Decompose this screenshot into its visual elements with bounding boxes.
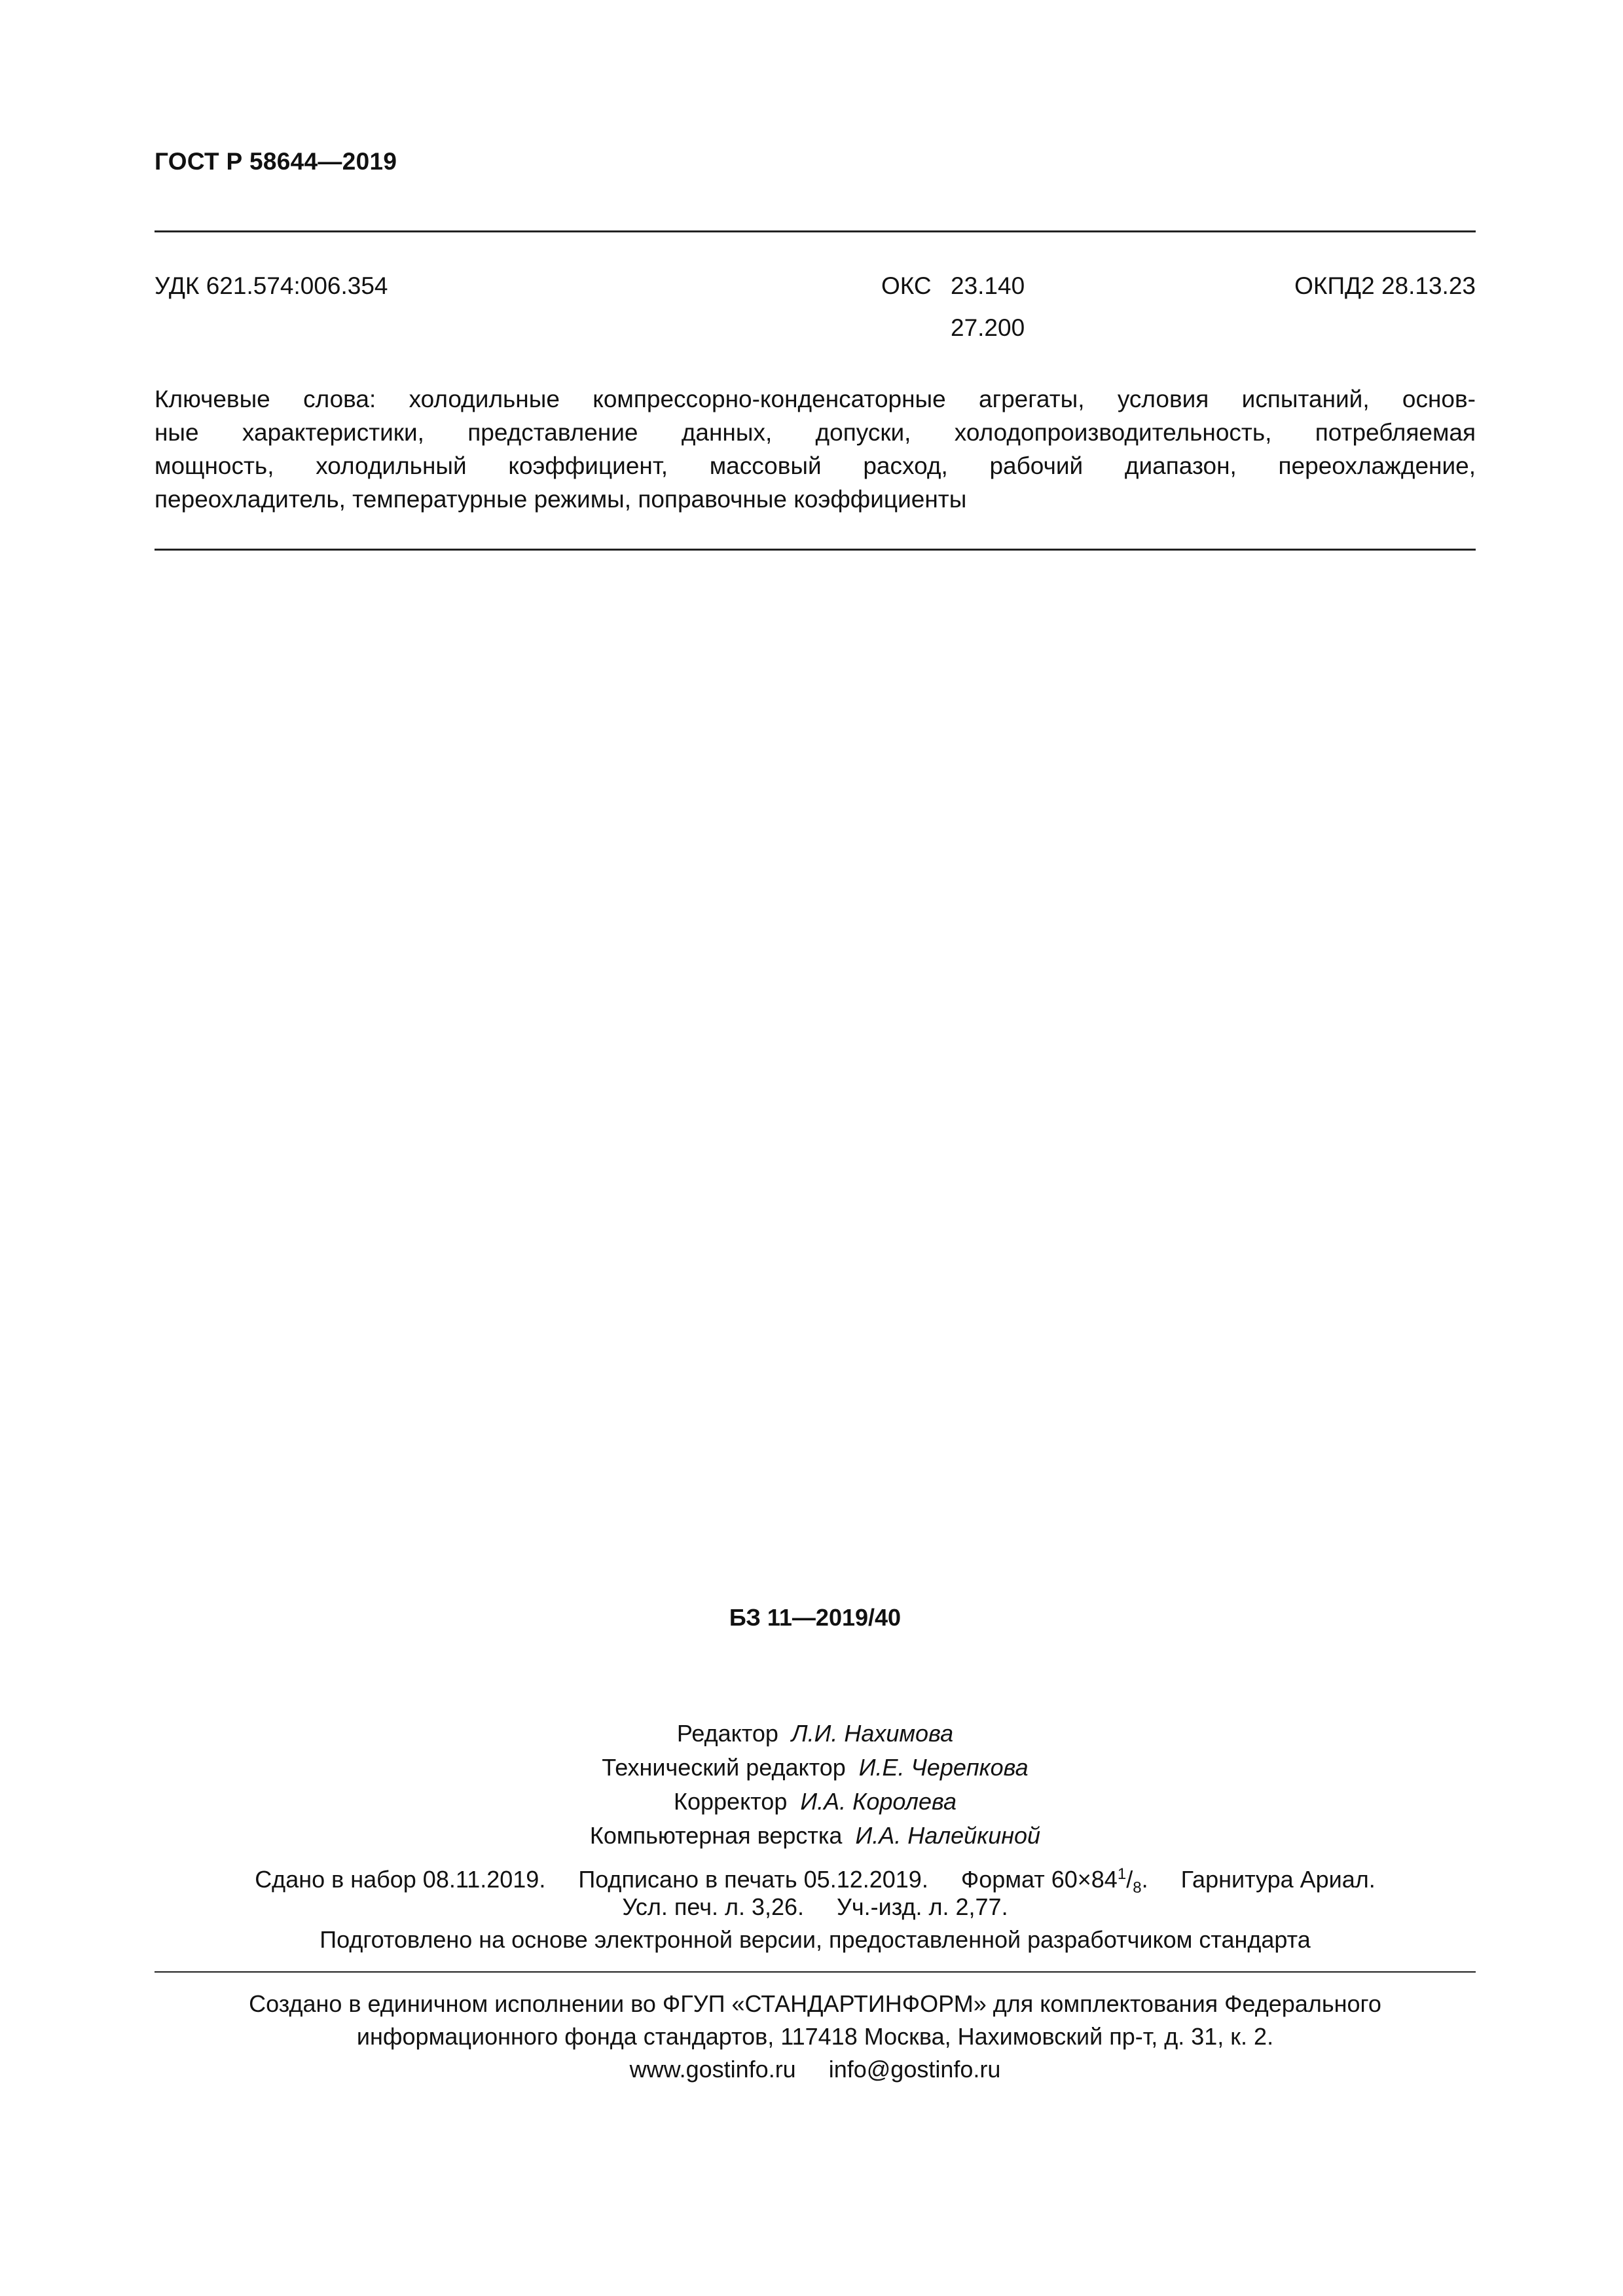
keywords-divider	[155, 549, 1476, 551]
submitted-date: Сдано в набор 08.11.2019.	[255, 1866, 546, 1893]
website-link[interactable]: www.gostinfo.ru	[629, 2056, 796, 2083]
credit-role: Корректор	[674, 1788, 788, 1815]
keywords-line: мощность, холодильный коэффициент, массовый расход, рабочий диапазон, переохлаждение,	[155, 452, 1476, 479]
credit-name: И.А. Королева	[800, 1788, 957, 1815]
print-sheets: Усл. печ. л. 3,26.	[622, 1893, 805, 1920]
credit-layout	[155, 1819, 1476, 1853]
udk-code: УДК 621.574:006.354	[155, 272, 388, 299]
credit-name: Л.И. Нахимова	[791, 1720, 954, 1747]
bz-number: БЗ 11—2019/40	[729, 1604, 902, 1631]
keywords-paragraph	[155, 382, 1476, 516]
standard-code: ГОСТ Р 58644—2019	[155, 148, 397, 175]
top-divider	[155, 230, 1476, 232]
publisher-sheets: Уч.-изд. л. 2,77.	[837, 1893, 1008, 1920]
oks-value-1: 23.140	[951, 272, 1025, 299]
credit-role: Редактор	[676, 1720, 778, 1747]
credit-corrector	[155, 1785, 1476, 1819]
credits-block	[155, 1717, 1476, 1853]
oks-value-2: 27.200	[951, 314, 1025, 341]
publishing-line-2	[155, 1891, 1476, 1923]
signed-date: Подписано в печать 05.12.2019.	[578, 1866, 928, 1893]
keywords-line: Ключевые слова: холодильные компрессорно-конденсаторные агрегаты, условия испытаний, основ-	[155, 386, 1476, 412]
credit-editor	[155, 1717, 1476, 1751]
footer-line-1: Создано в единичном исполнении во ФГУП «СТАНДАРТИНФОРМ» для комплектования Федерального	[249, 1990, 1381, 2017]
footer-divider	[155, 1971, 1476, 1973]
prepared-note: Подготовлено на основе электронной версии, предоставленной разработчиком стандарта	[319, 1926, 1311, 1953]
oks-label: ОКС	[881, 272, 932, 299]
credit-role: Технический редактор	[602, 1754, 846, 1781]
credit-role: Компьютерная верстка	[589, 1822, 843, 1849]
credit-name: И.Е. Черепкова	[858, 1754, 1029, 1781]
credit-tech-editor	[155, 1751, 1476, 1785]
credit-name: И.А. Налейкиной	[855, 1822, 1041, 1849]
paper-format: Формат $60\times 84^1/_8$.	[960, 1865, 1148, 1897]
footer-line-2: информационного фонда стандартов, 117418 Москва, Нахимовский пр-т, д. 31, к. 2.	[356, 2023, 1274, 2050]
typeface: Гарнитура Ариал.	[1180, 1866, 1376, 1893]
keywords-line: ные характеристики, представление данных, допуски, холодопроизводительность, потребляемая	[155, 419, 1476, 446]
footer-contacts	[155, 2053, 1476, 2086]
keywords-line: переохладитель, температурные режимы, поправочные коэффициенты	[155, 486, 967, 513]
okpd-code: ОКПД2 28.13.23	[1294, 272, 1476, 299]
email-link[interactable]: info@gostinfo.ru	[828, 2056, 1001, 2083]
